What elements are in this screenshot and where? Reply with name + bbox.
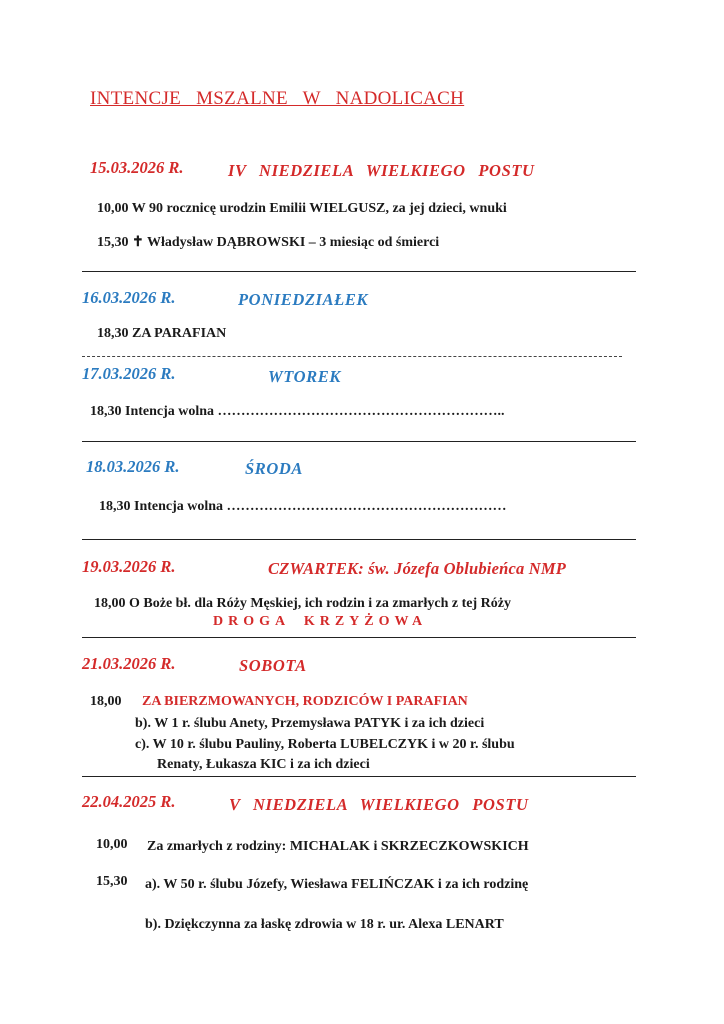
divider <box>82 637 636 638</box>
section-date: 21.03.2026 R. <box>82 654 176 673</box>
section-day: PONIEDZIAŁEK <box>238 290 369 309</box>
page-title: INTENCJE MSZALNE W NADOLICACH <box>90 88 465 109</box>
intention-time: 10,00 <box>96 837 128 852</box>
intention-line: 15,30 ✝ Władysław DĄBROWSKI – 3 miesiąc od śmierci <box>97 235 440 250</box>
divider <box>82 441 636 442</box>
intention-line: b). Dziękczynna za łaskę zdrowia w 18 r. ur. Alexa LENART <box>145 917 504 932</box>
droga-krzyzowa-note: DROGA KRZYŻOWA <box>213 614 428 629</box>
section-date: 19.03.2026 R. <box>82 557 176 576</box>
divider <box>82 539 636 540</box>
intention-line: Renaty, Łukasza KIC i za ich dzieci <box>157 757 370 772</box>
intention-line: ZA BIERZMOWANYCH, RODZICÓW I PARAFIAN <box>142 694 468 709</box>
divider <box>82 271 636 272</box>
section-date: 15.03.2026 R. <box>90 158 184 177</box>
divider <box>82 776 636 777</box>
intention-line: 18,30 Intencja wolna …………………………………………………… <box>99 499 507 514</box>
divider <box>82 356 622 357</box>
intention-line: Za zmarłych z rodziny: MICHALAK i SKRZECZKOWSKICH <box>147 839 529 854</box>
section-date: 17.03.2026 R. <box>82 364 176 383</box>
intention-time: 18,00 <box>90 694 122 709</box>
intention-line: 18,30 ZA PARAFIAN <box>97 326 227 341</box>
intention-line: b). W 1 r. ślubu Anety, Przemysława PATYK i za ich dzieci <box>135 716 485 731</box>
section-date: 18.03.2026 R. <box>86 457 180 476</box>
section-day: SOBOTA <box>239 656 307 675</box>
intention-line: c). W 10 r. ślubu Pauliny, Roberta LUBELCZYK i w 20 r. ślubu <box>135 737 515 752</box>
section-day: WTOREK <box>268 367 341 386</box>
intention-line: a). W 50 r. ślubu Józefy, Wiesława FELIŃCZAK i za ich rodzinę <box>145 877 529 892</box>
section-date: 16.03.2026 R. <box>82 288 176 307</box>
intention-line: 18,30 Intencja wolna …………………………………………………….. <box>90 404 505 419</box>
intention-line: 10,00 W 90 rocznicę urodzin Emilii WIELGUSZ, za jej dzieci, wnuki <box>97 201 507 216</box>
section-day: IV NIEDZIELA WIELKIEGO POSTU <box>228 161 535 180</box>
section-day: CZWARTEK: św. Józefa Oblubieńca NMP <box>268 559 567 578</box>
section-day: ŚRODA <box>245 459 304 478</box>
section-date: 22.04.2025 R. <box>82 792 176 811</box>
intention-line: 18,00 O Boże bł. dla Róży Męskiej, ich rodzin i za zmarłych z tej Róży <box>94 596 511 611</box>
intention-time: 15,30 <box>96 874 128 889</box>
section-day: V NIEDZIELA WIELKIEGO POSTU <box>229 795 529 814</box>
